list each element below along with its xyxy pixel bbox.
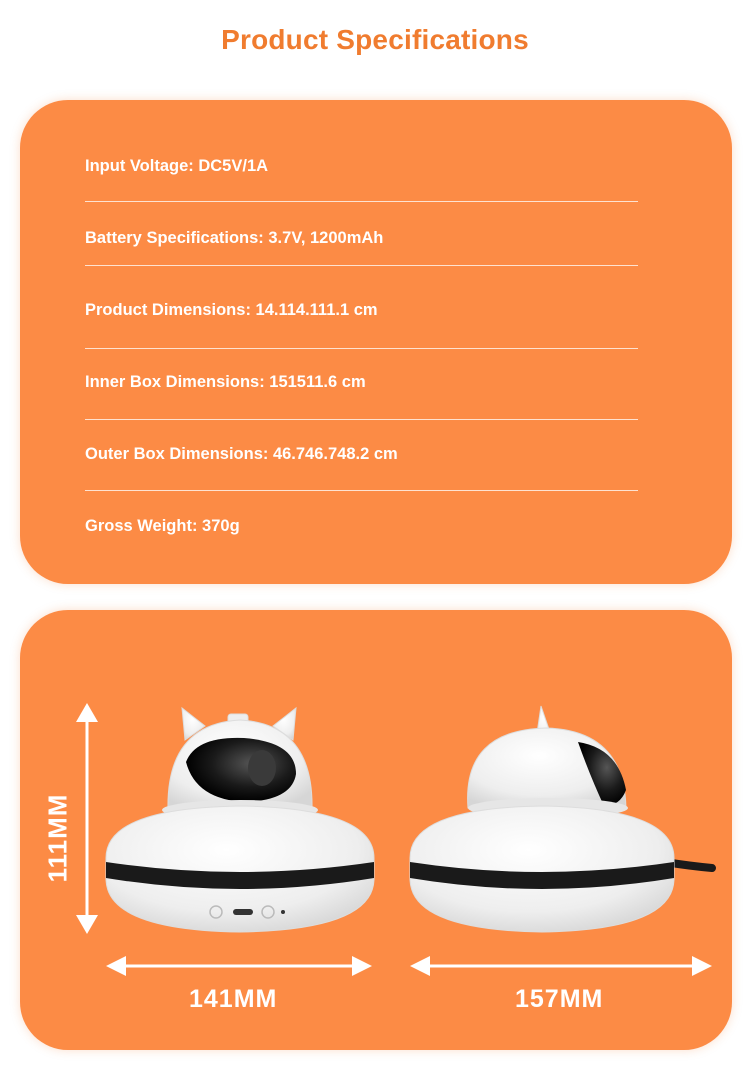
device-front-view: [106, 708, 374, 932]
width-arrow-front: [106, 956, 372, 976]
spec-product-dimensions: Product Dimensions: 14.114.111.1 cm: [85, 301, 378, 319]
height-arrow: [76, 703, 98, 934]
side-width-dimension-label: 157MM: [515, 985, 604, 1013]
spec-inner-box-dimensions: Inner Box Dimensions: 151511.6 cm: [85, 373, 366, 391]
spec-gross-weight: Gross Weight: 370g: [85, 517, 240, 535]
width-arrow-side: [410, 956, 712, 976]
front-width-dimension-label: 141MM: [189, 985, 278, 1013]
spec-battery: Battery Specifications: 3.7V, 1200mAh: [85, 229, 384, 247]
height-dimension-label: 111MM: [42, 793, 73, 883]
page-title: Product Specifications: [221, 24, 529, 55]
device-side-view: [410, 706, 712, 932]
spec-input-voltage: Input Voltage: DC5V/1A: [85, 157, 269, 175]
spec-outer-box-dimensions: Outer Box Dimensions: 46.746.748.2 cm: [85, 445, 398, 463]
